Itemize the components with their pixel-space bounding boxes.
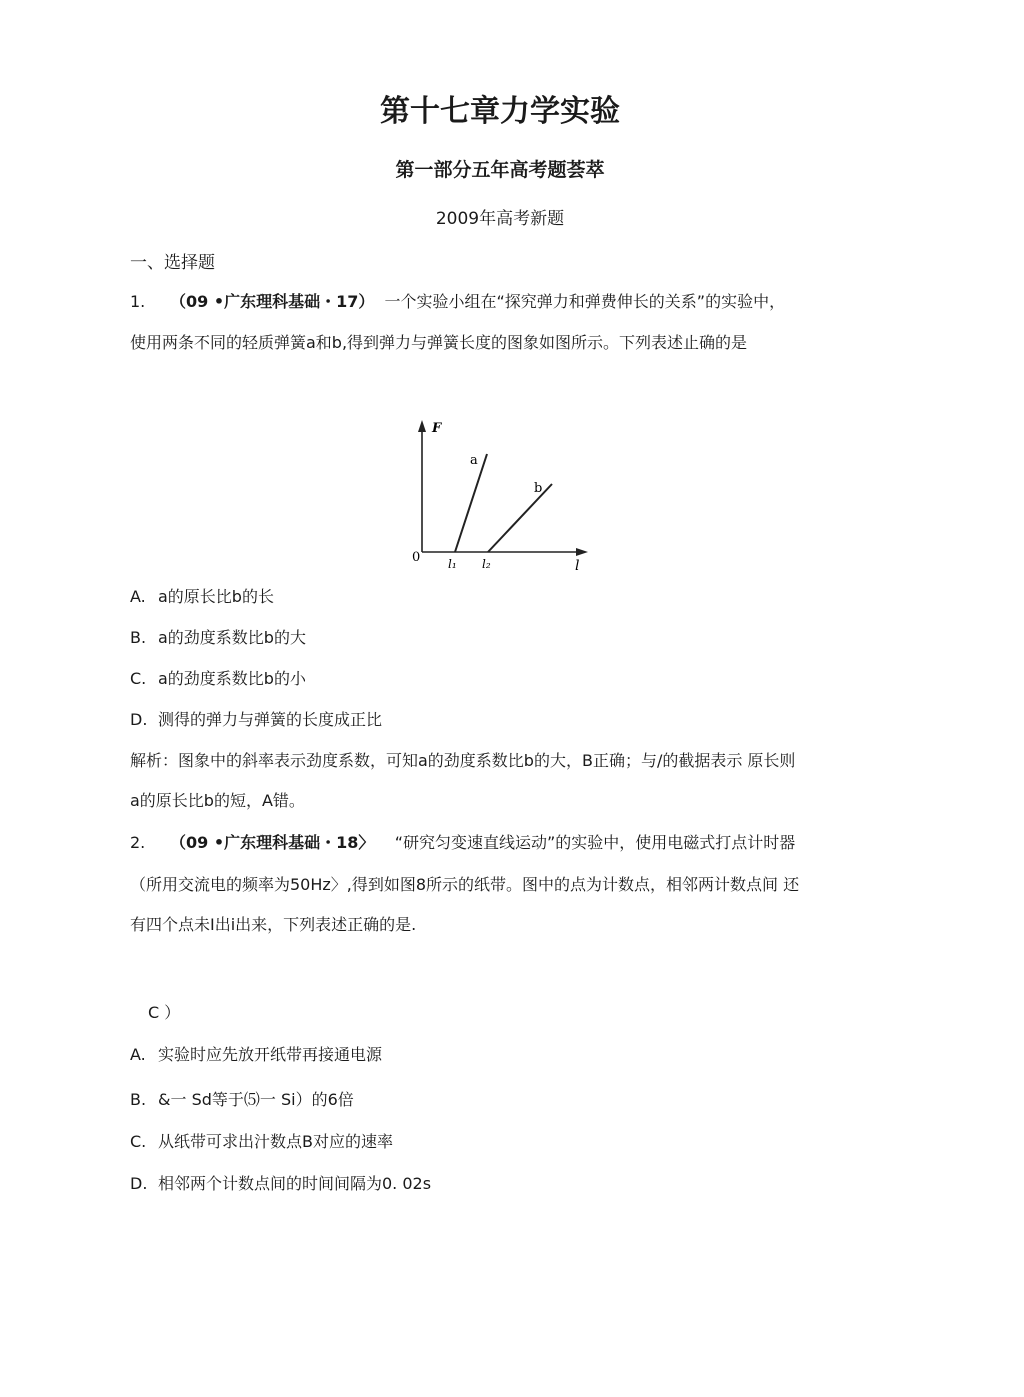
question-2-line-1: [130, 833, 795, 853]
q2-option-d-letter: D.: [130, 1174, 148, 1193]
q1-option-b-text: a的劲度系数比b的大: [158, 628, 306, 647]
q1-option-d-text: 测得的弹力与弹簧的长度成正比: [158, 710, 383, 729]
tick-l1-label: l₁: [448, 557, 457, 571]
line-b-label: b: [534, 481, 543, 496]
q1-option-c-text: a的劲度系数比b的小: [158, 669, 306, 688]
q1-option-a-text: a的原长比b的长: [158, 587, 274, 606]
line-a-label: a: [470, 453, 478, 468]
question-2-number: 2.: [130, 833, 146, 852]
tick-l2-label: l₂: [482, 557, 491, 571]
q1-option-b-letter: B.: [130, 628, 147, 647]
q1-option-c-letter: C.: [130, 669, 147, 688]
q2-option-c-letter: C.: [130, 1132, 147, 1151]
q1-option-c[interactable]: [130, 669, 306, 689]
question-1-number: 1.: [130, 292, 146, 311]
page-title: 第十七章力学实验: [380, 94, 620, 129]
q1-option-d[interactable]: [130, 710, 382, 730]
q2-option-c-text: 从纸带可求出汁数点B对应的速率: [158, 1132, 393, 1151]
question-1-text-1: 一个实验小组在“探究弹力和弹费伸长的关系”的实验中，: [384, 292, 786, 311]
question-2-answer: C ）: [148, 1003, 181, 1022]
year-heading: 2009年高考新题: [435, 209, 565, 229]
q2-option-a-text: 实验时应先放开纸带再接通电源: [158, 1045, 383, 1064]
q1-option-d-letter: D.: [130, 710, 148, 729]
question-2-text-3: 有四个点未I出i出来，下列表述正确的是.: [130, 915, 417, 934]
part-heading: 第一部分五年高考题荟萃: [395, 159, 605, 181]
q2-option-a[interactable]: [130, 1045, 382, 1065]
x-axis-label: l: [575, 558, 580, 574]
question-1-line-1: [130, 292, 785, 312]
q1-option-a-letter: A.: [130, 587, 146, 606]
q1-analysis-line-1: 解析：图象中的斜率表示劲度系数，可知a的劲度系数比b的大，B正确；与/的截据表示 原长则: [130, 751, 796, 770]
q1-option-a[interactable]: [130, 587, 274, 607]
q2-option-c[interactable]: [130, 1132, 393, 1152]
q2-option-d[interactable]: [130, 1174, 431, 1194]
y-axis-arrow-icon: [418, 420, 426, 432]
q2-option-a-letter: A.: [130, 1045, 146, 1064]
y-axis-label: F: [432, 421, 442, 436]
question-1-text-2: 使用两条不同的轻质弹簧a和b,得到弹力与弹簧长度的图象如图所示。下列表述止确的是: [130, 333, 748, 352]
question-1-source: （09 •广东理科基础・17）: [170, 292, 375, 311]
q2-option-b-text: &一 Sd等于⑸一 Si）的6倍: [158, 1090, 354, 1109]
section-heading: 一、选择题: [130, 253, 215, 273]
question-2-text-1: “研究匀变速直线运动”的实验中，使用电磁式打点计时器: [394, 833, 796, 852]
q2-option-b-letter: B.: [130, 1090, 147, 1109]
spring-force-length-graph: [400, 412, 600, 577]
line-b: [488, 484, 552, 552]
question-2-source: （09 •广东理科基础・18〉: [170, 833, 375, 852]
x-axis-arrow-icon: [576, 548, 588, 556]
origin-label: 0: [412, 550, 421, 565]
q2-option-d-text: 相邻两个计数点间的时间间隔为0. 02s: [158, 1174, 432, 1193]
q1-analysis-line-2: a的原长比b的短，A错。: [130, 791, 305, 810]
q2-option-b[interactable]: [130, 1090, 354, 1110]
q1-option-b[interactable]: [130, 628, 306, 648]
question-2-text-2: （所用交流电的频率为50Hz〉,得到如图8所示的纸带。图中的点为计数点，相邻两计数点间 还: [130, 875, 800, 894]
line-a: [455, 454, 487, 552]
